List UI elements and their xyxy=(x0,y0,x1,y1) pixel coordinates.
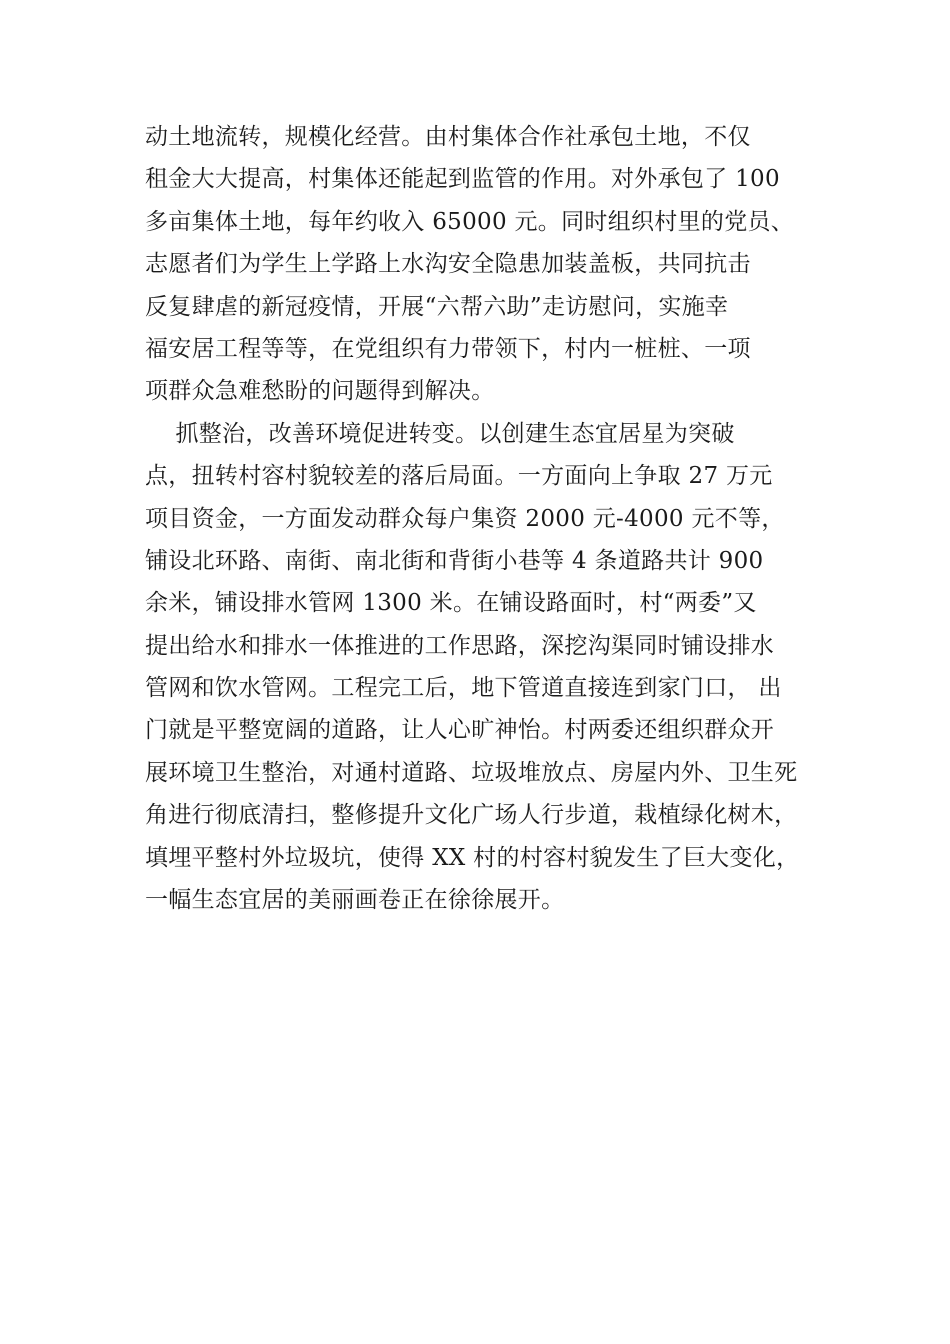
text-line: 多亩集体土地，每年约收入 65000 元。同时组织村里的党员、 xyxy=(145,208,795,235)
text-line: 填埋平整村外垃圾坑，使得 XX 村的村容村貌发生了巨大变化， xyxy=(145,844,800,871)
text-line: 租金大大提高，村集体还能起到监管的作用。对外承包了 100 xyxy=(145,166,780,193)
text-line: 项群众急难愁盼的问题得到解决。 xyxy=(145,378,495,405)
text-line: 项目资金，一方面发动群众每户集资 2000 元-4000 元不等， xyxy=(145,505,785,532)
text-line: 展环境卫生整治，对通村道路、垃圾堆放点、房屋内外、卫生死 xyxy=(145,759,798,786)
body-text xyxy=(145,116,845,921)
paragraph-start-line: 抓整治，改善环境促进转变。以创建生态宜居星为突破 xyxy=(145,420,735,447)
text-line: 门就是平整宽阔的道路，让人心旷神怡。村两委还组织群众开 xyxy=(145,717,775,744)
text-line: 反复肆虐的新冠疫情，开展“六帮六助”走访慰问，实施幸 xyxy=(145,293,729,320)
text-line: 管网和饮水管网。工程完工后，地下管道直接连到家门口， 出 xyxy=(145,675,782,702)
text-line: 动土地流转，规模化经营。由村集体合作社承包土地，不仅 xyxy=(145,124,751,150)
text-line: 点，扭转村容村貌较差的落后局面。一方面向上争取 27 万元 xyxy=(145,463,773,490)
text-line: 铺设北环路、南街、南北街和背街小巷等 4 条道路共计 900 xyxy=(145,547,764,574)
text-line: 志愿者们为学生上学路上水沟安全隐患加装盖板，共同抗击 xyxy=(145,251,751,278)
text-line: 提出给水和排水一体推进的工作思路，深挖沟渠同时铺设排水 xyxy=(145,632,775,659)
text-line: 角进行彻底清扫，整修提升文化广场人行步道，栽植绿化树木， xyxy=(145,802,798,829)
text-line: 余米，铺设排水管网 1300 米。在铺设路面时，村“两委”又 xyxy=(145,590,757,617)
text-line: 一幅生态宜居的美丽画卷正在徐徐展开。 xyxy=(145,887,565,914)
text-line: 福安居工程等等，在党组织有力带领下，村内一桩桩、一项 xyxy=(145,335,751,362)
